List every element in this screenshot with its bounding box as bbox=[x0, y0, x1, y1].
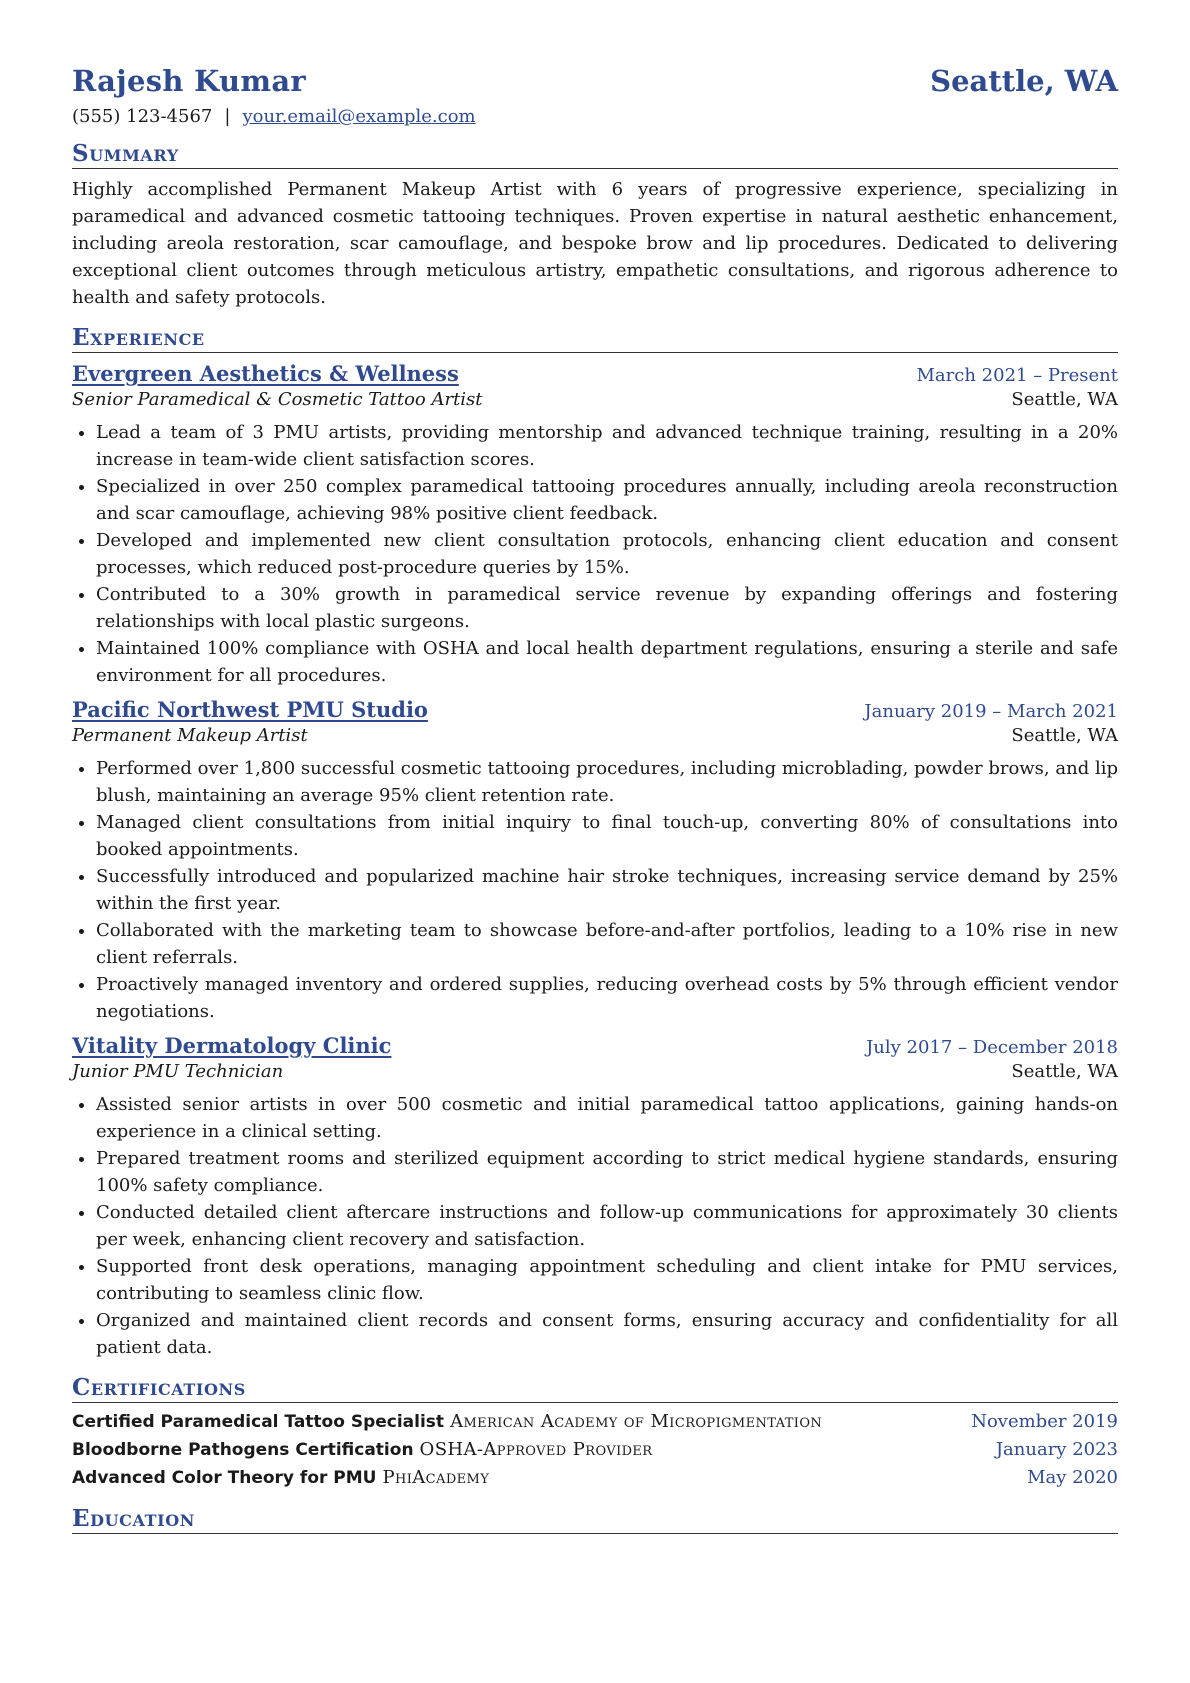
bullet-item: • Performed over 1,800 successful cosmetic tattooing procedures, including microblading, powder brows, and lip blush, maintaining an average 95% client retention rate. bbox=[96, 755, 1118, 809]
job-bullets bbox=[72, 419, 1118, 689]
bullet-item: • Conducted detailed client aftercare instructions and follow-up communications for approximately 30 clients per week, enhancing client recovery and satisfaction. bbox=[96, 1199, 1118, 1253]
bullet-item: • Proactively managed inventory and ordered supplies, reducing overhead costs by 5% through efficient vendor negotiations. bbox=[96, 971, 1118, 1025]
job-role: Senior Paramedical & Cosmetic Tattoo Artist bbox=[72, 389, 483, 410]
job-location: Seattle, WA bbox=[1011, 1061, 1118, 1082]
job-location: Seattle, WA bbox=[1011, 389, 1118, 410]
certifications-section bbox=[72, 1375, 1118, 1492]
company-name: Evergreen Aesthetics & Wellness bbox=[72, 361, 459, 386]
certification-name: Certified Paramedical Tattoo Specialist bbox=[72, 1412, 445, 1432]
certification-item bbox=[72, 1464, 1118, 1492]
bullet-item: • Collaborated with the marketing team to showcase before-and-after portfolios, leading to a 10% rise in new client referrals. bbox=[96, 917, 1118, 971]
bullet-item: • Specialized in over 250 complex paramedical tattooing procedures annually, including areola reconstruction and scar camouflage, achieving 98% positive client feedback. bbox=[96, 473, 1118, 527]
email-link[interactable]: your.email@example.com bbox=[242, 106, 476, 127]
summary-heading: Summary bbox=[72, 141, 1118, 169]
bullet-item: • Contributed to a 30% growth in paramedical service revenue by expanding offerings and fostering relationships with local plastic surgeons. bbox=[96, 581, 1118, 635]
job-entry bbox=[72, 1033, 1118, 1361]
certifications-heading: Certifications bbox=[72, 1375, 1118, 1403]
job-dates: January 2019 – March 2021 bbox=[864, 701, 1118, 722]
certification-issuer: PhiAcademy bbox=[382, 1467, 490, 1488]
job-role: Junior PMU Technician bbox=[72, 1061, 284, 1082]
contact-separator: | bbox=[224, 106, 231, 127]
bullet-item: • Successfully introduced and popularized machine hair stroke techniques, increasing service demand by 25% within the first year. bbox=[96, 863, 1118, 917]
certification-name: Bloodborne Pathogens Certification bbox=[72, 1440, 414, 1460]
experience-section bbox=[72, 325, 1118, 1361]
candidate-name: Rajesh Kumar bbox=[72, 64, 307, 98]
education-section bbox=[72, 1506, 1118, 1534]
certification-date: November 2019 bbox=[971, 1411, 1118, 1432]
certification-issuer: American Academy of Micropigmentation bbox=[450, 1411, 823, 1432]
certification-item bbox=[72, 1436, 1118, 1464]
contact-line bbox=[72, 106, 1118, 127]
company-name: Pacific Northwest PMU Studio bbox=[72, 697, 428, 722]
job-entry bbox=[72, 697, 1118, 1025]
job-location: Seattle, WA bbox=[1011, 725, 1118, 746]
job-bullets bbox=[72, 755, 1118, 1025]
bullet-item: • Managed client consultations from initial inquiry to final touch-up, converting 80% of consultations into booked appointments. bbox=[96, 809, 1118, 863]
bullet-item: • Maintained 100% compliance with OSHA and local health department regulations, ensuring a sterile and safe environment for all procedures. bbox=[96, 635, 1118, 689]
summary-section bbox=[72, 141, 1118, 311]
job-bullets bbox=[72, 1091, 1118, 1361]
candidate-location: Seattle, WA bbox=[930, 64, 1118, 98]
job-role: Permanent Makeup Artist bbox=[72, 725, 308, 746]
job-dates: March 2021 – Present bbox=[916, 365, 1118, 386]
certification-item bbox=[72, 1408, 1118, 1436]
bullet-item: • Developed and implemented new client consultation protocols, enhancing client education and consent processes, which reduced post-procedure queries by 15%. bbox=[96, 527, 1118, 581]
bullet-item: • Prepared treatment rooms and sterilized equipment according to strict medical hygiene standards, ensuring 100% safety compliance. bbox=[96, 1145, 1118, 1199]
company-name: Vitality Dermatology Clinic bbox=[72, 1033, 392, 1058]
certification-name: Advanced Color Theory for PMU bbox=[72, 1468, 377, 1488]
certification-issuer: OSHA-Approved Provider bbox=[419, 1439, 653, 1460]
bullet-item: • Lead a team of 3 PMU artists, providing mentorship and advanced technique training, resulting in a 20% increase in team-wide client satisfaction scores. bbox=[96, 419, 1118, 473]
bullet-item: • Organized and maintained client records and consent forms, ensuring accuracy and confidentiality for all patient data. bbox=[96, 1307, 1118, 1361]
job-entry bbox=[72, 361, 1118, 689]
experience-heading: Experience bbox=[72, 325, 1118, 353]
certification-date: January 2023 bbox=[995, 1439, 1118, 1460]
resume-header bbox=[72, 64, 1118, 98]
job-dates: July 2017 – December 2018 bbox=[866, 1037, 1118, 1058]
bullet-item: • Assisted senior artists in over 500 cosmetic and initial paramedical tattoo applications, gaining hands-on experience in a clinical setting. bbox=[96, 1091, 1118, 1145]
bullet-item: • Supported front desk operations, managing appointment scheduling and client intake for PMU services, contributing to seamless clinic flow. bbox=[96, 1253, 1118, 1307]
phone-number: (555) 123-4567 bbox=[72, 106, 213, 127]
certification-date: May 2020 bbox=[1027, 1467, 1118, 1488]
summary-text: Highly accomplished Permanent Makeup Artist with 6 years of progressive experience, specializing in paramedical and advanced cosmetic tattooing techniques. Proven expertise in natural aesthetic enhancement, including areola restoration, scar camouflage, and bespoke brow and lip procedures. Dedicated to delivering exceptional client outcomes through meticulous artistry, empathetic consultations, and rigorous adherence to health and safety protocols. bbox=[72, 179, 1118, 308]
education-heading: Education bbox=[72, 1506, 1118, 1534]
